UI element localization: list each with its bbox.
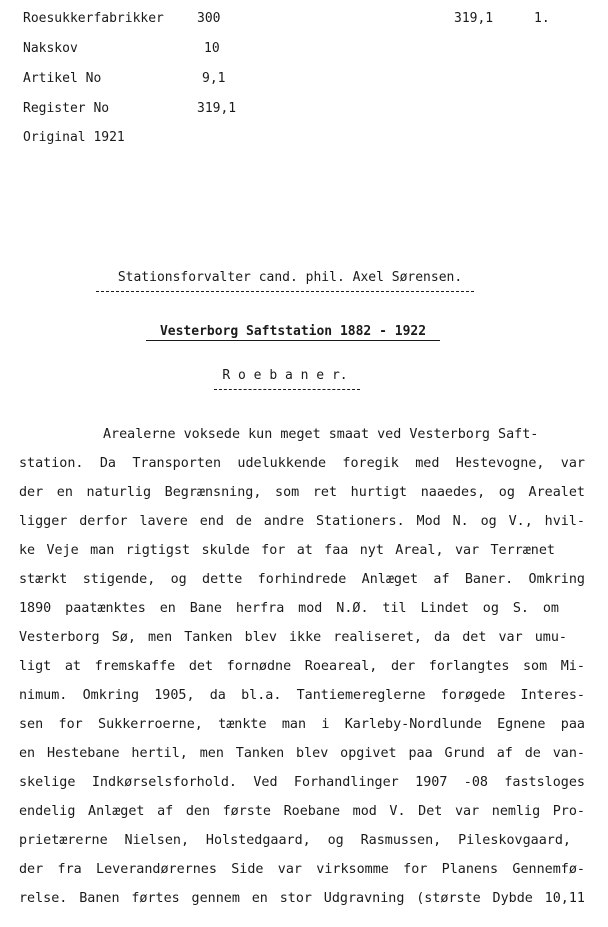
header-label-5: Original 1921	[23, 130, 125, 145]
author-underline	[96, 291, 474, 292]
header-value-4: 319,1	[197, 101, 237, 116]
header-label-1: Roesukkerfabrikker	[23, 11, 164, 26]
author-line: Stationsforvalter cand. phil. Axel Sørensen.	[117, 270, 463, 285]
header-label-3: Artikel No	[23, 71, 102, 86]
header-value-1: 300	[197, 11, 221, 26]
section-heading: R o e b a n e r.	[222, 368, 348, 383]
body-line: stærkt stigende, og dette forhindrede Anlæget af Baner. Omkring	[19, 572, 585, 587]
body-line: ligt at fremskaffe det fornødne Roeareal, der forlangtes som Mi-	[19, 659, 585, 674]
page-title: Vesterborg Saftstation 1882 - 1922	[159, 324, 427, 339]
body-line: ke Veje man rigtigst skulde for at faa nyt Areal, var Terrænet	[19, 543, 555, 558]
body-line: 1890 paatænktes en Bane herfra mod N.Ø. til Lindet og S. om	[19, 601, 559, 616]
body-line: Vesterborg Sø, men Tanken blev ikke realiseret, da det var umu-	[19, 630, 567, 645]
body-line: skelige Indkørselsforhold. Ved Forhandlinger 1907 -08 fastsloges	[19, 775, 585, 790]
body-line: nimum. Omkring 1905, da bl.a. Tantiemereglerne forøgede Interes-	[19, 688, 585, 703]
body-line: station. Da Transporten udelukkende foregik med Hestevogne, var	[19, 456, 585, 471]
header-value-3: 9,1	[202, 71, 226, 86]
body-line: der en naturlig Begrænsning, som ret hurtigt naaedes, og Arealet	[19, 485, 585, 500]
section-underline	[214, 389, 360, 390]
header-label-4: Register No	[23, 101, 110, 116]
title-underline	[146, 340, 440, 341]
register-reference: 319,1	[454, 11, 494, 26]
body-line: en Hestebane hertil, men Tanken blev opgivet paa Grund af de van-	[19, 746, 585, 761]
body-line: endelig Anlæget af den første Roebane mod V. Det var nemlig Pro-	[19, 804, 585, 819]
header-label-2: Nakskov	[23, 41, 78, 56]
body-line: relse. Banen førtes gennem en stor Udgravning (største Dybde 10,11	[19, 891, 585, 906]
header-value-2: 10	[204, 41, 220, 56]
body-line: prietærerne Nielsen, Holstedgaard, og Rasmussen, Pileskovgaard,	[19, 833, 571, 848]
body-line: Arealerne voksede kun meget smaat ved Vesterborg Saft-	[103, 427, 539, 442]
page-number: 1.	[534, 11, 550, 26]
body-line: der fra Leverandørernes Side var virksomme for Planens Gennemfø-	[19, 862, 585, 877]
body-line: sen for Sukkerroerne, tænkte man i Karleby-Nordlunde Egnene paa	[19, 717, 585, 732]
body-line: ligger derfor lavere end de andre Stationers. Mod N. og V., hvil-	[19, 514, 585, 529]
